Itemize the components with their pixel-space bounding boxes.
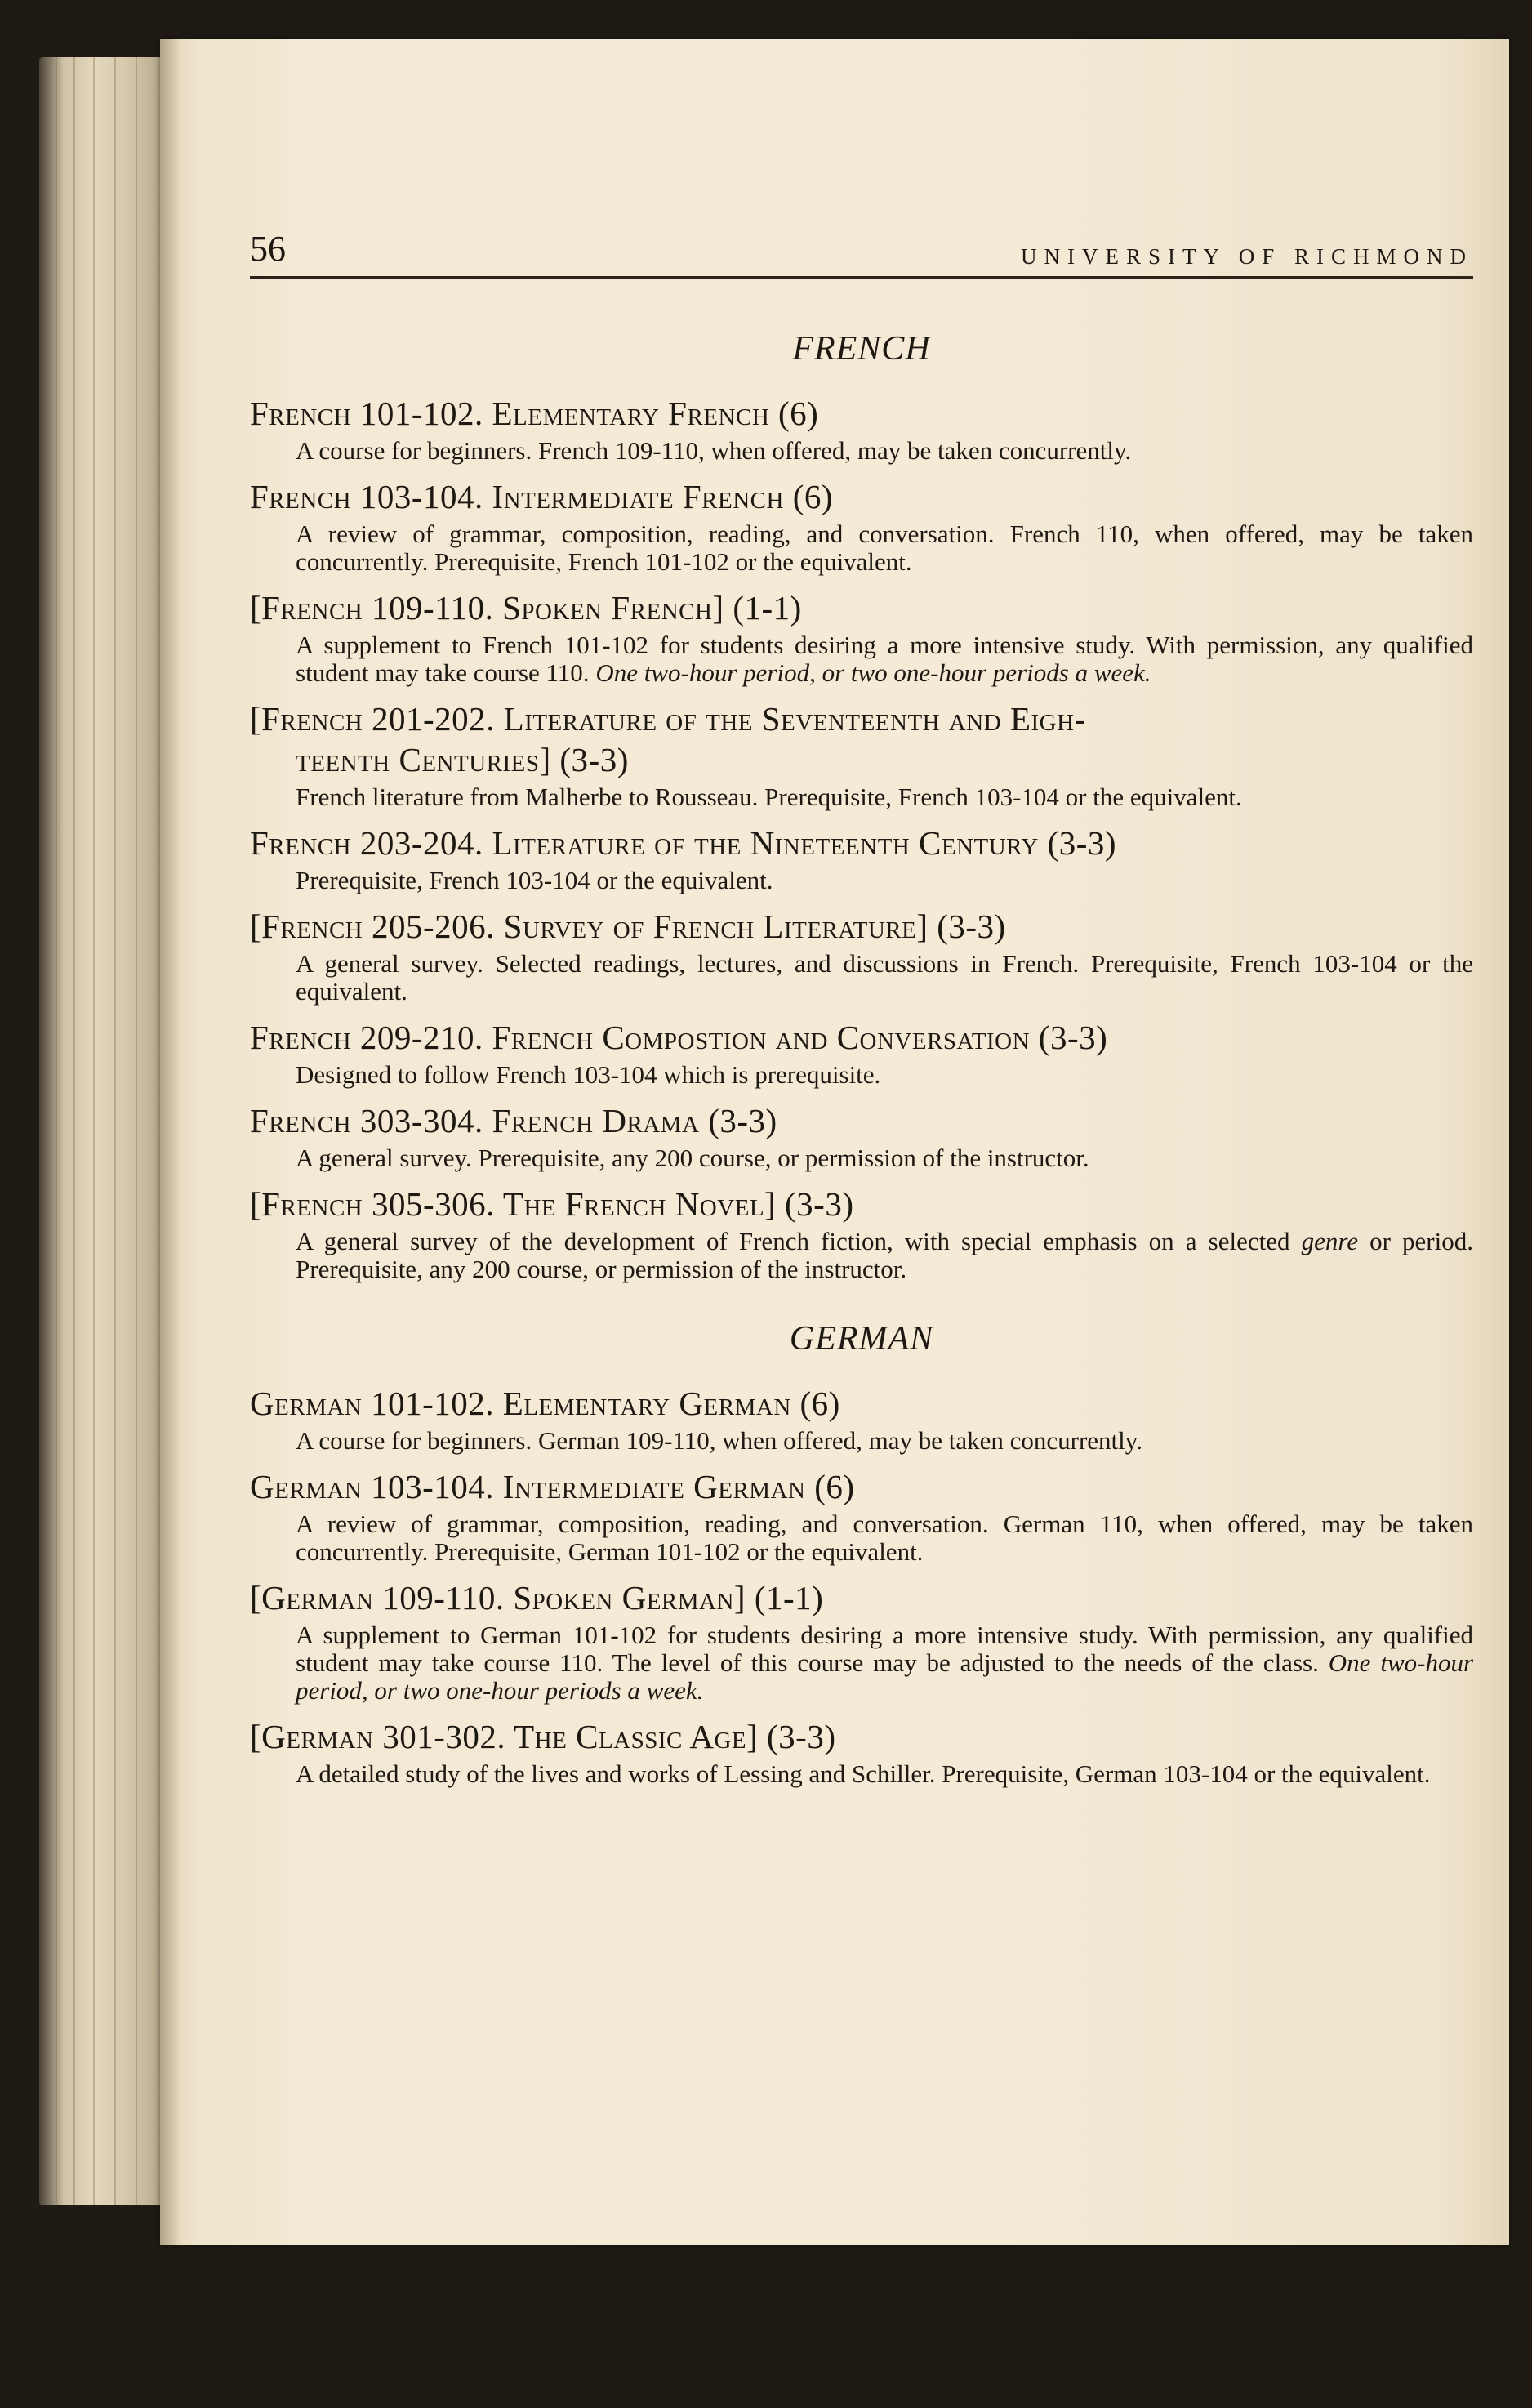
course-description: A course for beginners. German 109-110, when offered, may be taken concurrently. bbox=[296, 1426, 1142, 1455]
course-description: Prerequisite, French 103-104 or the equivalent. bbox=[296, 866, 773, 894]
course-description: A general survey. Selected readings, lectures, and discussions in French. Prerequisite, French 103-104 or the equivalent. bbox=[296, 949, 1473, 1006]
course-description: A course for beginners. French 109-110, when offered, may be taken concurrently. bbox=[296, 436, 1132, 465]
course-entry bbox=[250, 393, 1473, 465]
running-head bbox=[250, 229, 1473, 279]
course-entry bbox=[250, 823, 1473, 894]
running-title: UNIVERSITY OF RICHMOND bbox=[1020, 244, 1473, 269]
course-heading: German 103-104. Intermediate German (6) bbox=[250, 1468, 855, 1505]
course-description-text: A general survey of the development of French fiction, with special emphasis on a selected bbox=[296, 1227, 1302, 1255]
course-entry bbox=[250, 1100, 1473, 1172]
course-heading: [French 205-206. Survey of French Literature] (3-3) bbox=[250, 907, 1006, 945]
course-entry bbox=[250, 1466, 1473, 1566]
course-heading: French 303-304. French Drama (3-3) bbox=[250, 1102, 777, 1139]
course-schedule-note: One two-hour period, or two one-hour periods a week. bbox=[296, 1648, 1474, 1705]
course-heading: German 101-102. Elementary German (6) bbox=[250, 1385, 840, 1422]
page-content bbox=[250, 229, 1473, 1799]
course-entry bbox=[250, 698, 1473, 811]
course-entry bbox=[250, 476, 1473, 576]
page-number: 56 bbox=[250, 229, 286, 269]
course-entry bbox=[250, 906, 1473, 1006]
section-title-french: FRENCH bbox=[792, 330, 931, 368]
course-description: A detailed study of the lives and works of Lessing and Schiller. Prerequisite, German 103-104 or the equivalent. bbox=[296, 1759, 1431, 1788]
gutter-shadow bbox=[160, 39, 181, 2245]
course-description bbox=[250, 631, 1473, 687]
course-heading: [French 305-306. The French Novel] (3-3) bbox=[250, 1185, 854, 1223]
course-heading-line: [French 201-202. Literature of the Seventeenth and Eigh- bbox=[250, 700, 1086, 738]
course-description bbox=[250, 1621, 1473, 1705]
course-entry bbox=[250, 1716, 1473, 1788]
course-heading bbox=[250, 698, 1473, 780]
course-entry bbox=[250, 1184, 1473, 1283]
course-description-text: A supplement to German 101-102 for students desiring a more intensive study. With permission, any qualified student may take course 110. The level of this course may be adjusted to the needs of the class. bbox=[296, 1621, 1473, 1677]
course-heading: French 203-204. Literature of the Nineteenth Century (3-3) bbox=[250, 824, 1117, 862]
course-schedule-note: One two-hour period, or two one-hour periods a week. bbox=[595, 658, 1151, 687]
course-heading: [German 109-110. Spoken German] (1-1) bbox=[250, 1579, 824, 1616]
course-description-text: or period. Prerequisite, any 200 course, or permission of the instructor. bbox=[296, 1227, 1473, 1283]
course-heading: [French 109-110. Spoken French] (1-1) bbox=[250, 589, 802, 627]
course-heading: French 103-104. Intermediate French (6) bbox=[250, 478, 834, 515]
course-entry bbox=[250, 1577, 1473, 1705]
course-heading: French 101-102. Elementary French (6) bbox=[250, 395, 819, 432]
page-edges bbox=[39, 57, 162, 2205]
course-heading-continuation: teenth Centuries] (3-3) bbox=[296, 741, 629, 778]
course-description-emphasis: genre bbox=[1301, 1227, 1359, 1255]
course-entry bbox=[250, 1017, 1473, 1089]
course-description: French literature from Malherbe to Rousseau. Prerequisite, French 103-104 or the equivalent. bbox=[296, 783, 1242, 811]
course-description bbox=[250, 1228, 1473, 1283]
course-description-text: A supplement to French 101-102 for students desiring a more intensive study. With permission, any qualified student may take course 110. bbox=[296, 631, 1473, 687]
section-title-german: GERMAN bbox=[789, 1320, 934, 1358]
course-heading: French 209-210. French Compostion and Conversation (3-3) bbox=[250, 1019, 1108, 1056]
course-description: Designed to follow French 103-104 which is prerequisite. bbox=[296, 1060, 881, 1089]
course-entry bbox=[250, 587, 1473, 687]
course-heading: [German 301-302. The Classic Age] (3-3) bbox=[250, 1718, 836, 1755]
course-description: A review of grammar, composition, reading, and conversation. German 110, when offered, may be taken concurrently. Prerequisite, German 101-102 or the equivalent. bbox=[296, 1509, 1473, 1566]
course-description: A review of grammar, composition, reading, and conversation. French 110, when offered, may be taken concurrently. Prerequisite, French 101-102 or the equivalent. bbox=[296, 520, 1473, 576]
course-description: A general survey. Prerequisite, any 200 course, or permission of the instructor. bbox=[296, 1144, 1089, 1172]
course-entry bbox=[250, 1383, 1473, 1455]
